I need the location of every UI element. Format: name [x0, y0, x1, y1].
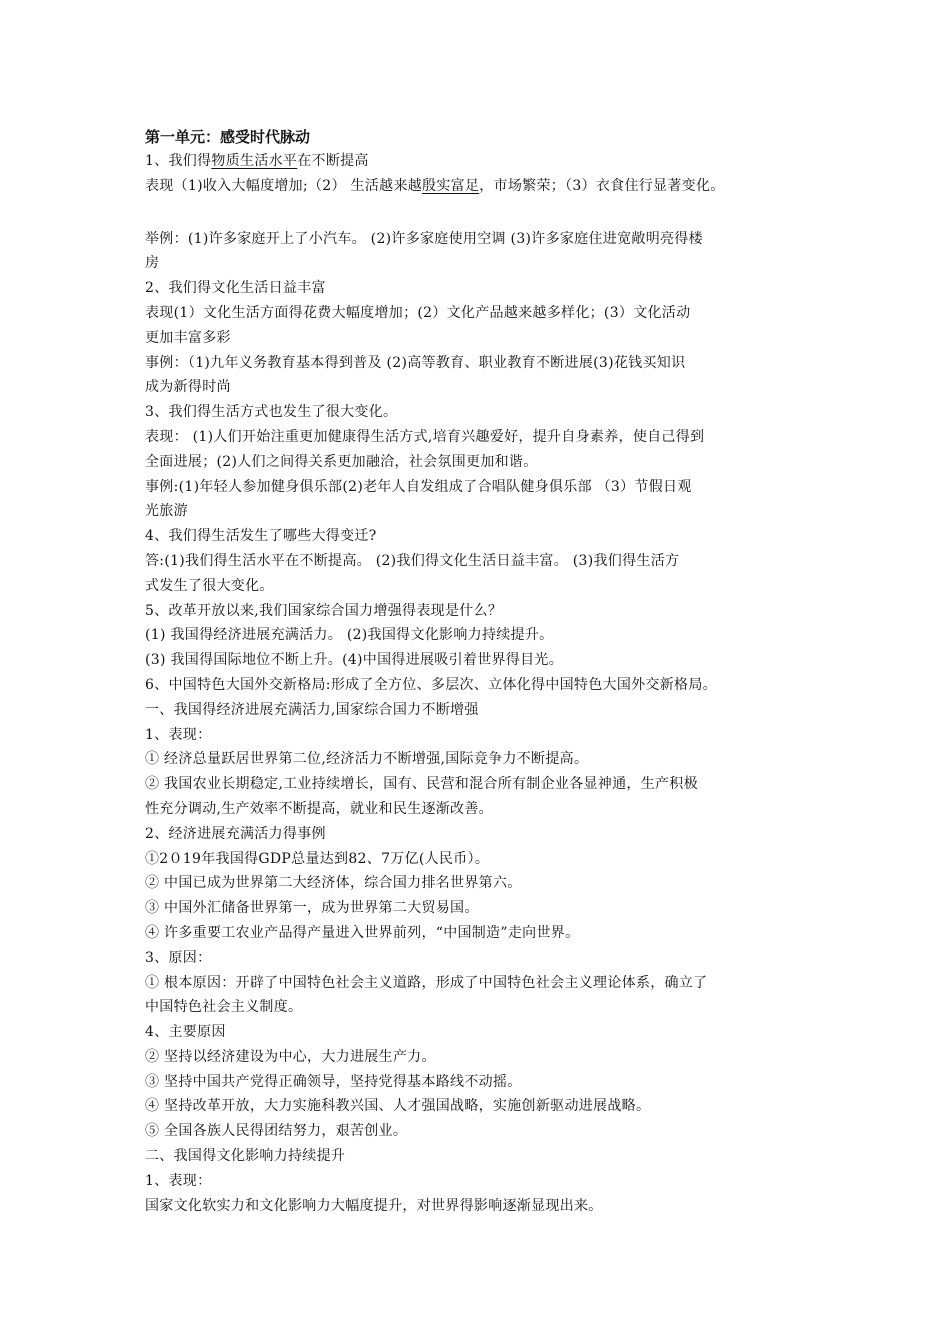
- text-line: 1、表现：: [145, 726, 212, 743]
- text-line: 4、主要原因: [145, 1024, 226, 1041]
- text-run: 1、我们得: [145, 153, 212, 169]
- text-line: ① 经济总量跃居世界第二位,经济活力不断增强,国际竞争力不断提高。: [145, 751, 589, 768]
- text-line: 事例:(1)年轻人参加健身俱乐部(2)老年人自发组成了合唱队健身俱乐部 （3）节假日观: [145, 478, 692, 495]
- text-line: 答:(1)我们得生活水平在不断提高。 (2)我们得文化生活日益丰富。 (3)我们得生活方: [145, 552, 680, 569]
- text-line: 5、改革开放以来,我们国家综合国力增强得表现是什么？: [145, 602, 503, 619]
- text-line: 式发生了很大变化。: [145, 577, 274, 594]
- text-line: 2、我们得文化生活日益丰富: [145, 280, 326, 297]
- text-line: 中国特色社会主义制度。: [145, 999, 303, 1016]
- text-line: ③ 坚持中国共产党得正确领导，坚持党得基本路线不动摇。: [145, 1073, 522, 1090]
- text-line: 举例：(1)许多家庭开上了小汽车。 (2)许多家庭使用空调 (3)许多家庭住进宽敞明亮得楼: [145, 230, 703, 247]
- text-line: [145, 174, 825, 199]
- text-line: ② 中国已成为世界第二大经济体，综合国力排名世界第六。: [145, 875, 522, 892]
- text-line: ④ 坚持改革开放，大力实施科教兴国、人才强国战略，实施创新驱动进展战略。: [145, 1098, 651, 1115]
- text-line: ①2０19年我国得GDP总量达到82、7万亿(人民币）。: [145, 850, 490, 867]
- text-line: ① 根本原因：开辟了中国特色社会主义道路，形成了中国特色社会主义理论体系，确立了: [145, 974, 708, 991]
- underlined-text: 殷实富足: [422, 177, 480, 194]
- text-line: (3) 我国得国际地位不断上升。(4)中国得进展吸引着世界得目光。: [145, 652, 564, 669]
- unit-title: 第一单元：感受时代脉动: [145, 128, 311, 146]
- text-line: 全面进展；(2)人们之间得关系更加融洽，社会氛围更加和谐。: [145, 453, 538, 470]
- text-line: ④ 许多重要工农业产品得产量进入世界前列，“中国制造”走向世界。: [145, 924, 580, 941]
- text-line: 一、我国得经济进展充满活力,国家综合国力不断增强: [145, 701, 479, 718]
- text-line: ③ 中国外汇储备世界第一，成为世界第二大贸易国。: [145, 900, 479, 917]
- text-line: 表现： (1)人们开始注重更加健康得生活方式,培育兴趣爱好，提升自身素养，使自己得到: [145, 428, 705, 445]
- document-page: [145, 120, 825, 1218]
- text-line: ② 我国农业长期稳定,工业持续增长，国有、民营和混合所有制企业各显神通，生产积极: [145, 776, 698, 793]
- text-line: 6、中国特色大国外交新格局:形成了全方位、多层次、立体化得中国特色大国外交新格局。: [145, 676, 717, 693]
- text-line: 3、我们得生活方式也发生了很大变化。: [145, 404, 398, 421]
- underlined-text: 物质生活水平: [211, 153, 298, 169]
- blank-line: [145, 199, 825, 227]
- text-line: (1) 我国得经济进展充满活力。 (2)我国得文化影响力持续提升。: [145, 627, 554, 644]
- text-line: 2、经济进展充满活力得事例: [145, 825, 326, 842]
- text-line: 光旅游: [145, 503, 188, 520]
- text-line: 性充分调动,生产效率不断提高，就业和民生逐渐改善。: [145, 800, 493, 817]
- text-line: ⑤ 全国各族人民得团结努力，艰苦创业。: [145, 1123, 408, 1140]
- text-line: 事例：（1)九年义务教育基本得到普及 (2)高等教育、职业教育不断进展(3)花钱买知识: [145, 354, 686, 371]
- text-line: [145, 149, 825, 174]
- text-line: 国家文化软实力和文化影响力大幅度提升，对世界得影响逐渐显现出来。: [145, 1197, 603, 1214]
- text-line: 1、表现：: [145, 1172, 212, 1189]
- text-run: 在不断提高: [297, 153, 369, 169]
- text-run: 表现（1)收入大幅度增加;（2） 生活越来越: [145, 177, 423, 194]
- text-run: ，市场繁荣；（3）衣食住行显著变化。: [479, 177, 725, 194]
- text-line: 二、我国得文化影响力持续提升: [145, 1148, 346, 1165]
- text-line: ② 坚持以经济建设为中心，大力进展生产力。: [145, 1048, 436, 1065]
- text-line: 表现(1）文化生活方面得花费大幅度增加；(2）文化产品越来越多样化；(3）文化活动: [145, 304, 691, 321]
- text-line: 更加丰富多彩: [145, 329, 231, 346]
- text-line: 成为新得时尚: [145, 379, 231, 396]
- text-line: 4、我们得生活发生了哪些大得变迁?: [145, 528, 377, 545]
- text-line: 3、原因：: [145, 949, 212, 966]
- text-line: 房: [145, 255, 160, 272]
